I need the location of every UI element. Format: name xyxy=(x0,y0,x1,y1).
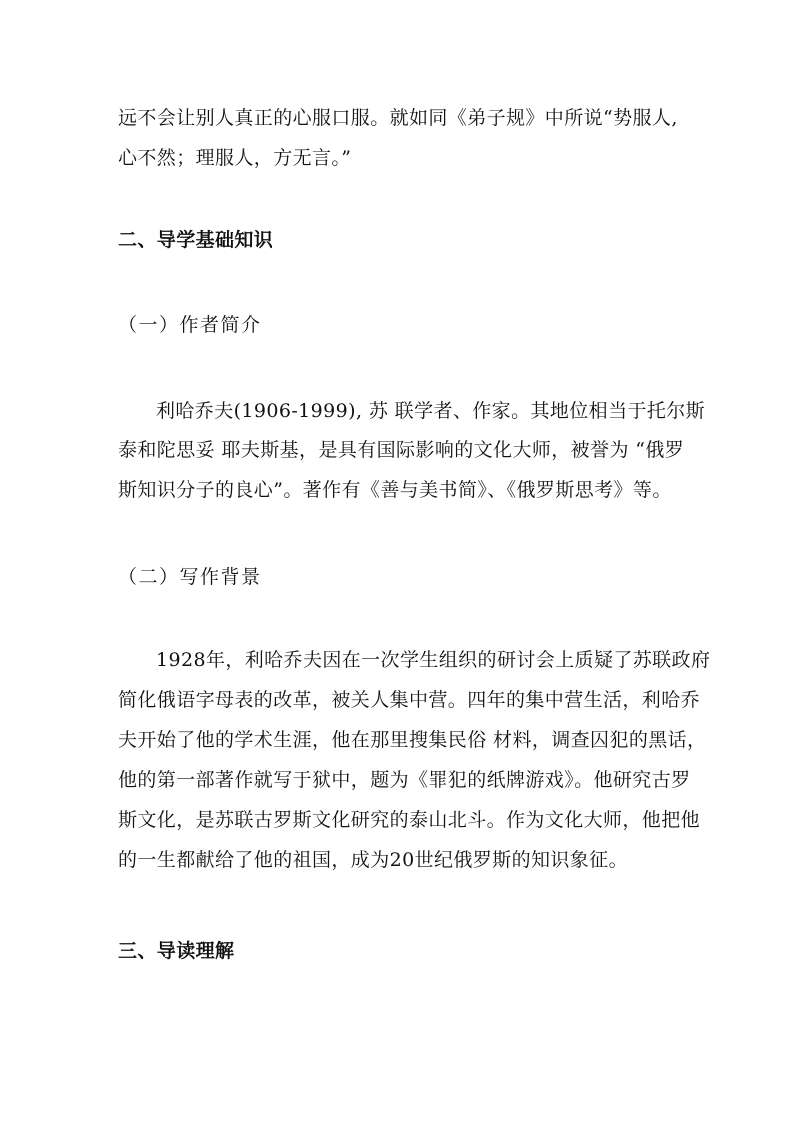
background-line-1: 1928年，利哈乔夫因在一次学生组织的研讨会上质疑了苏联政府 xyxy=(156,649,711,671)
background-line-3: 夫开始了他的学术生涯，他在那里搜集民俗 材料，调查囚犯的黑话， xyxy=(118,729,707,751)
section-2-title: 二、导学基础知识 xyxy=(118,229,274,251)
section-3-title: 三、导读理解 xyxy=(118,940,235,962)
intro-line-1: 远不会让别人真正的心服口服。就如同《弟子规》中所说“势服人, xyxy=(118,107,678,129)
background-line-5: 斯文化，是苏联古罗斯文化研究的泰山北斗。作为文化大师，他把他 xyxy=(118,809,701,831)
author-subtitle: （一）作者简介 xyxy=(118,314,262,336)
background-line-6: 的一生都献给了他的祖国，成为20世纪俄罗斯的知识象征。 xyxy=(118,849,628,871)
author-line-3: 斯知识分子的良心”。著作有《善与美书简》、《俄罗斯思考》等。 xyxy=(118,479,672,501)
background-line-2: 简化俄语字母表的改革，被关人集中营。四年的集中营生活，利哈乔 xyxy=(118,689,701,711)
intro-line-2: 心不然；理服人，方无言。” xyxy=(118,147,352,169)
background-line-4: 他的第一部著作就写于狱中，题为《罪犯的纸牌游戏》。他研究古罗 xyxy=(118,769,691,791)
author-line-1: 利哈乔夫(1906-1999), 苏 联学者、作家。其地位相当于托尔斯 xyxy=(156,400,706,422)
author-line-2: 泰和陀思妥 耶夫斯基，是具有国际影响的文化大师，被誉为 “俄罗 xyxy=(118,439,685,461)
background-subtitle: （二）写作背景 xyxy=(118,566,262,588)
